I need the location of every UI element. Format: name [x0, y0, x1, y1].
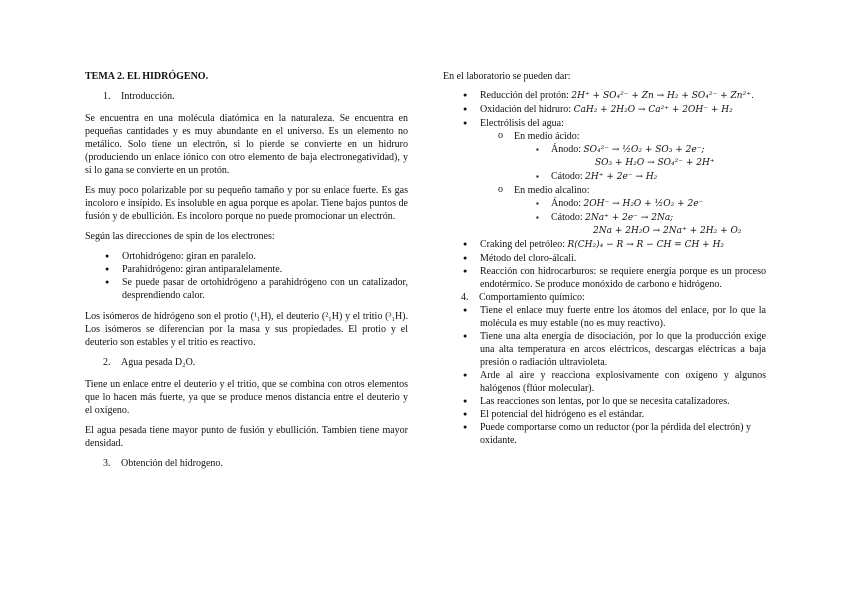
equation: 2H⁺ + SO₄²⁻ + Zn → H₂ + SO₄²⁻ + Zn²⁺.: [571, 91, 754, 101]
electrolysis-list: [443, 130, 766, 238]
list-item: ● Método del cloro-álcali.: [443, 252, 766, 265]
list-item: ▪ Ánodo: 2OH⁻ → H₂O + ½O₂ + 2e⁻: [443, 197, 766, 211]
list-item: ● Parahidrógeno: giran antiparalelamente.: [85, 263, 408, 276]
lab-methods-list: [443, 89, 766, 291]
equation: 2Na + 2H₂O → 2Na⁺ + 2H₂ + O₂: [593, 226, 742, 236]
right-column: [443, 70, 766, 455]
list-item: ● Craking del petróleo: R(CH₂)₄ − R → R − CH = CH + H₂: [443, 238, 766, 252]
equation: 2Na⁺ + 2e⁻ → 2Na;: [585, 213, 674, 223]
chemical-behaviour-list: [443, 304, 766, 447]
list-item: o En medio ácido: ▪ Ánodo: SO₄²⁻ → ½O₂ + SO₃ + 2e⁻; SO₃ + H₂O → SO₄²⁻ + 2H⁺ ▪ Cátodo: 2H⁺ + 2e⁻ → H₂: [443, 130, 766, 184]
list-item: ● Reacción con hidrocarburos: se requiere energía porque es un proceso endotérmico. Se produce monóxido de carbono e hidrógeno.: [443, 265, 766, 291]
section-4-heading: 4. Comportamiento químico:: [461, 292, 585, 303]
list-item: ● Tiene el enlace muy fuerte entre los átomos del enlace, por lo que la molécula es muy estable (no es muy reactivo).: [443, 304, 766, 330]
equation: CaH₂ + 2H₂O → Ca²⁺ + 2OH⁻ + H₂: [573, 105, 733, 115]
list-item: ● Arde al aire y reacciona explosivamente con oxígeno y algunos halógenos (flúor molecular).: [443, 369, 766, 395]
equation: SO₄²⁻ → ½O₂ + SO₃ + 2e⁻;: [583, 145, 705, 155]
equation: R(CH₂)₄ − R → R − CH = CH + H₂: [567, 240, 725, 250]
spin-list: [85, 250, 408, 302]
section-1-heading: 1. Introducción.: [103, 91, 175, 102]
paragraph-isomers: Los isómeros de hidrógeno son el protio (¹₁H), el deuterio (²₁H) y el tritio (³₁H). Los isómeros se diferencian por la masa y sus propiedades. El protio y el deuterio son estables y el tritio es reactivo.: [85, 311, 408, 348]
paragraph-properties: Es muy poco polarizable por su pequeño tamaño y por su enlace fuerte. Es gas incoloro e insípido. Es insoluble en agua porque es apolar. Tiene bajos puntos de fusión y de ebullición. Es incoloro porque no puede promocionar un electrón.: [85, 185, 408, 222]
paragraph-heavy-water-props: El agua pesada tiene mayor punto de fusión y ebullición. Tambien tiene mayor densidad.: [85, 425, 408, 449]
acid-list: [443, 143, 766, 184]
equation: 2H⁺ + 2e⁻ → H₂: [585, 172, 658, 182]
document-title: TEMA 2. EL HIDRÓGENO.: [85, 71, 209, 82]
list-item: o En medio alcalino: ▪ Ánodo: 2OH⁻ → H₂O + ½O₂ + 2e⁻ ▪ Cátodo: 2Na⁺ + 2e⁻ → 2Na; 2Na + 2H₂O → 2Na⁺ + 2H₂ + O₂: [443, 184, 766, 238]
list-item: ● Se puede pasar de ortohidrógeno a parahidrógeno con un catalizador, desprendiendo calor.: [85, 276, 408, 302]
list-item: ● El potencial del hidrógeno es el estándar.: [443, 408, 766, 421]
section-3-heading: 3. Obtención del hidrogeno.: [103, 458, 223, 469]
list-item: ▪ Ánodo: SO₄²⁻ → ½O₂ + SO₃ + 2e⁻; SO₃ + H₂O → SO₄²⁻ + 2H⁺: [443, 143, 766, 170]
section-2-heading: 2. Agua pesada D₂O.: [103, 357, 196, 368]
list-item: ● Oxidación del hidruro: CaH₂ + 2H₂O → Ca²⁺ + 2OH⁻ + H₂: [443, 103, 766, 117]
list-item: ● Electrólisis del agua: o En medio ácido: ▪ Ánodo: SO₄²⁻ → ½O₂ + SO₃ + 2e⁻; SO₃ + H₂O → SO₄²⁻ + 2H⁺ ▪ Cátodo: 2H⁺ + 2e⁻ → H₂ o En medio alcalino: ▪ Ánodo: 2OH⁻ → H₂O + ½O₂ + 2e⁻ ▪ Cátodo: 2Na⁺ + 2e⁻ → 2Na; 2Na + 2H₂O → 2Na⁺ + 2H₂ + O₂: [443, 117, 766, 238]
lab-intro: En el laboratorio se pueden dar:: [443, 71, 571, 82]
equation: 2OH⁻ → H₂O + ½O₂ + 2e⁻: [583, 199, 704, 209]
paragraph-intro: Se encuentra en una molécula diatómica en la naturaleza. Se encuentra en pequeñas cantidades y es muy abundante en el universo. Es un elemento no metálico. Solo tiene un electrón, si lo pierde se convierte en un hidruro (produciendo un enlace iónico con otro elemento de baja electronegatividad), y si lo gana se convierte en un protón.: [85, 113, 408, 176]
left-column: [85, 70, 408, 479]
alkaline-list: [443, 197, 766, 238]
list-item: ● Tiene una alta energía de disociación, por lo que la producción exige una alta temperatura en arcos eléctricos, descargas eléctricas a baja presión o radiación ultravioleta.: [443, 330, 766, 369]
list-item: ● Las reacciones son lentas, por lo que se necesita catalizadores.: [443, 395, 766, 408]
paragraph-heavy-water: Tiene un enlace entre el deuterio y el tritio, que se combina con otros elementos que lo hacen más fuerte, ya que se produce menos distancia entre el deuterio y el oxígeno.: [85, 379, 408, 416]
list-item: ● Ortohidrógeno: giran en paralelo.: [85, 250, 408, 263]
equation: SO₃ + H₂O → SO₄²⁻ + 2H⁺: [595, 158, 715, 168]
list-item: ▪ Cátodo: 2H⁺ + 2e⁻ → H₂: [443, 170, 766, 184]
list-item: ● Puede comportarse como un reductor (por la pérdida del electrón) y oxidante.: [443, 421, 766, 447]
list-item: ▪ Cátodo: 2Na⁺ + 2e⁻ → 2Na; 2Na + 2H₂O → 2Na⁺ + 2H₂ + O₂: [443, 211, 766, 238]
paragraph-spin: Según las direcciones de spin de los electrones:: [85, 231, 275, 242]
list-item: ● Reducción del protón: 2H⁺ + SO₄²⁻ + Zn → H₂ + SO₄²⁻ + Zn²⁺.: [443, 89, 766, 103]
